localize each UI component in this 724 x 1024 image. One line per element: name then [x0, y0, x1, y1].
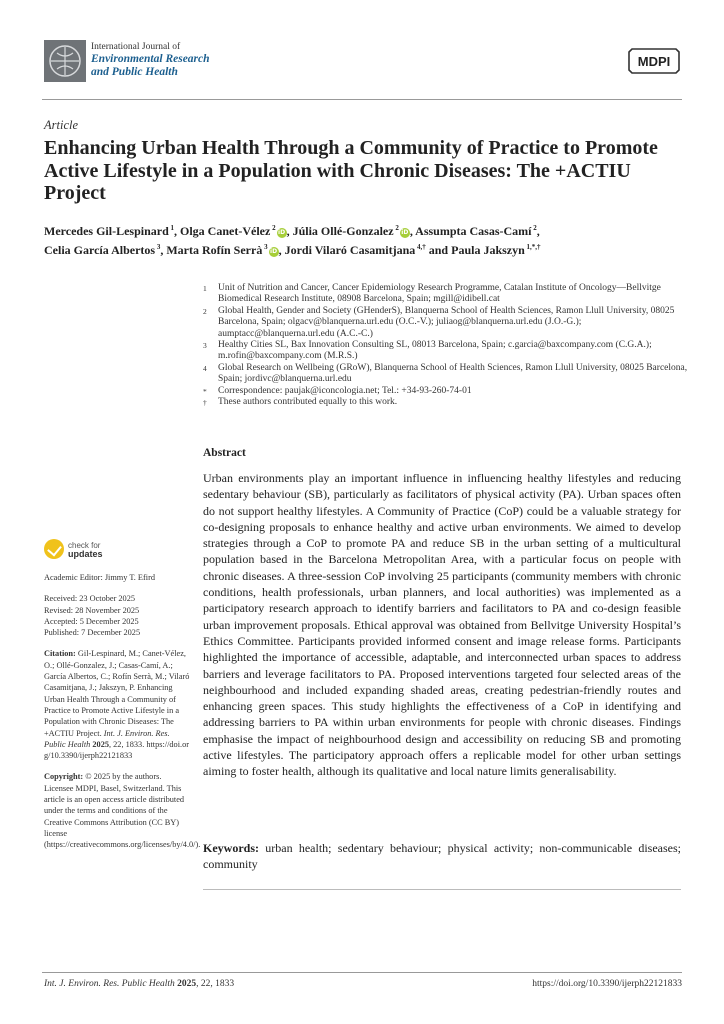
author-affiliation-mark: 1,*,†: [524, 243, 541, 251]
affiliation-item: [203, 306, 688, 340]
footer-citation: [44, 979, 234, 989]
citation-journal: Int. J. Environ. Res. Public Health: [44, 728, 170, 749]
author-list: [44, 222, 684, 260]
abstract-heading: Abstract: [203, 447, 246, 459]
journal-logo: [44, 40, 86, 82]
affiliation-text: Global Health, Gender and Society (GHenderS), Blanquerna School of Health Sciences, Ramon Llull University, 08025 Barcelona, Spain; olgacv@blanquerna.url.edu (O.C.-V.); juliaog@blanquerna.url.edu (J.O.-G.); aumptacc@blanquerna.url.edu (A.C.-C.): [218, 305, 675, 339]
affiliation-mark: 4: [203, 363, 207, 373]
author-name: Mercedes Gil-Lespinard: [44, 224, 169, 238]
author-name: Júlia Ollé-Gonzalez: [292, 224, 394, 238]
author-name: Paula Jakszyn: [451, 243, 525, 257]
affiliation-mark: †: [203, 398, 207, 408]
author-separator: ,: [409, 224, 416, 238]
affiliation-item: [203, 363, 688, 386]
author-separator: ,: [536, 224, 540, 238]
abstract-body: Urban environments play an important influence in influencing healthy lifestyles and reducing sedentary behaviour (SB), particularly as facilitators of physical activity (PA). Urban spaces often do not support healthy lifestyles. A Community of Practice (CoP) could be a valuable strategy for co-designing proposals to enhance healthy and active urban environments. We aimed to develop strategies through a CoP to promote PA and reduce SB in the urban setting of a multicultural population based in the Barcelona Metropolitan Area, with a particular focus on people with chronic diseases. A three-session CoP involving 25 participants (community members with chronic conditions, health professionals, urban planners, and local authorities) was implemented as a participatory research approach to identify barriers and facilitators to PA and co-design feasible urban improvement proposals. Ethical approval was obtained from Bellvitge University Hospital’s Ethics Committee. Participants provided informed consent and image release forms. Participants highlighted the importance of accessible, adaptable, and interconnected urban spaces to address barriers and leverage facilitators to PA. Proposed interventions targeted four selected areas of the neighbourhood and included expanding shaded areas, creating pedestrian-friendly routes and enhancing green spaces. This study highlights the effectiveness of a CoP in identifying and addressing barriers to PA within urban environments for people with chronic diseases. Findings emphasise the impact of neighbourhood design and accessibility on reducing SB and promoting active lifestyles. The participatory approach offers a replicable model for other urban settings aiming to foster health, although its qualitative and local nature limits generalisability.: [203, 471, 681, 779]
orcid-icon[interactable]: iD: [278, 229, 286, 236]
author-separator: and: [425, 243, 452, 257]
academic-editor: Academic Editor: Jimmy T. Efird: [44, 573, 155, 582]
affiliation-item: [203, 397, 688, 408]
keywords: [203, 840, 681, 873]
author-name: Celia García Albertos: [44, 243, 156, 257]
journal-name-line1: International Journal of: [91, 42, 181, 52]
author-separator: ,: [286, 224, 293, 238]
article-type: Article: [44, 118, 79, 132]
author-affiliation-mark: 2: [270, 224, 276, 232]
author-name: Jordi Vilaró Casamitjana: [284, 243, 416, 257]
orcid-icon[interactable]: iD: [270, 248, 278, 255]
header-divider: [42, 99, 682, 100]
author-name: Olga Canet-Vélez: [180, 224, 271, 238]
affiliation-item: [203, 283, 688, 306]
affiliation-text: Correspondence: paujak@iconcologia.net; Tel.: +34-93-260-74-01: [218, 385, 472, 396]
copyright-label: Copyright:: [44, 772, 84, 782]
affiliation-mark: 1: [203, 284, 207, 293]
author-affiliation-mark: 2: [393, 224, 399, 232]
article-title: Enhancing Urban Health Through a Community of Practice to Promote Active Lifestyle in a Population with Chronic Diseases: The +ACTIU Project: [44, 137, 658, 204]
footer-year: 2025: [177, 979, 197, 989]
footer-doi-link[interactable]: https://doi.org/10.3390/ijerph22121833: [532, 979, 682, 989]
author-affiliation-mark: 3: [155, 243, 161, 251]
keywords-divider: [203, 889, 681, 890]
citation-doi-link[interactable]: https://doi.org/10.3390/ijerph22121833: [44, 739, 189, 761]
author-name: Assumpta Casas-Camí: [415, 224, 532, 238]
author-separator: ,: [174, 224, 181, 238]
author-affiliation-mark: 1: [168, 224, 175, 232]
affiliation-text: These authors contributed equally to this work.: [218, 397, 398, 408]
affiliation-mark: 3: [203, 341, 207, 351]
received-date: Received: 23 October 2025: [44, 594, 136, 604]
author-name: Marta Rofín Serrà: [166, 243, 263, 257]
check-updates-label: check for updates: [68, 541, 103, 559]
check-for-updates-button[interactable]: [44, 539, 124, 561]
affiliation-mark: 2: [203, 306, 207, 316]
author-separator: ,: [278, 243, 285, 257]
citation-text: Gil-Lespinard, M.; Canet-Vélez, O.; Ollé-Gonzalez, J.; Casas-Camí, A.; García Albertos, C.; Rofín Serrà, M.; Vilaró Casamitjana, J.; Jakszyn, P. Enhancing Urban Health Through a Community of Practice to Promote Active Lifestyle in a Population with Chronic Diseases: The +ACTIU Project.: [44, 649, 190, 738]
citation-year: 2025: [92, 739, 109, 749]
copyright-text: © 2025 by the authors. Licensee MDPI, Basel, Switzerland. This article is an open access article distributed under the terms and conditions of the Creative Commons Attribution (CC BY) license (https://creativecommons.org/licenses/by/4.0/).: [44, 772, 201, 850]
accepted-date: Accepted: 5 December 2025: [44, 616, 139, 626]
publisher-name: MDPI: [637, 54, 671, 69]
copyright: [44, 771, 201, 850]
journal-name-line3: and Public Health: [91, 65, 178, 78]
journal-name-line2: Environmental Research: [91, 53, 210, 65]
affiliation-mark: *: [203, 386, 207, 396]
check-updates-icon: [44, 539, 64, 559]
author-affiliation-mark: 4,†: [415, 243, 426, 251]
affiliation-text: Unit of Nutrition and Cancer, Cancer Epidemiology Research Programme, Catalan Institute of Oncology—Bellvitge Biomedical Research Institute, 08908 Barcelona, Spain; mgill@idibell.cat: [218, 283, 661, 305]
footer-journal: Int. J. Environ. Res. Public Health: [44, 979, 175, 989]
keywords-text: urban health; sedentary behaviour; physical activity; non-communicable diseases; community: [203, 841, 681, 872]
journal-emblem-icon: [44, 40, 86, 82]
footer-volume: , 22, 1833: [196, 979, 235, 989]
footer-divider: [42, 972, 682, 973]
published-date: Published: 7 December 2025: [44, 628, 141, 638]
author-affiliation-mark: 3: [262, 243, 268, 251]
author-separator: ,: [160, 243, 167, 257]
revised-date: Revised: 28 November 2025: [44, 605, 140, 615]
author-line: [44, 241, 684, 260]
keywords-label: Keywords:: [203, 841, 259, 855]
citation-label: Citation:: [44, 649, 76, 659]
affiliations: [203, 283, 688, 408]
citation-volume: , 22, 1833.: [109, 739, 145, 749]
affiliation-text: Global Research on Wellbeing (GRoW), Blanquerna School of Health Sciences, Ramon Llull University, 08025 Barcelona, Spain; jordivc@blanquerna.url.edu: [218, 362, 688, 385]
affiliation-text: Healthy Cities SL, Bax Innovation Consulting SL, 08013 Barcelona, Spain; c.garcia@baxcompany.com (C.G.A.); m.rofin@baxcompany.com (M.R.S.): [218, 340, 652, 362]
affiliation-item: [203, 340, 688, 363]
author-affiliation-mark: 2: [531, 224, 537, 232]
journal-name: [91, 41, 210, 78]
affiliation-item: [203, 386, 688, 397]
author-line: [44, 222, 684, 241]
orcid-icon[interactable]: iD: [401, 229, 409, 236]
publisher-logo: [626, 46, 682, 76]
citation: [44, 648, 192, 761]
article-info-sidebar: [44, 572, 201, 851]
